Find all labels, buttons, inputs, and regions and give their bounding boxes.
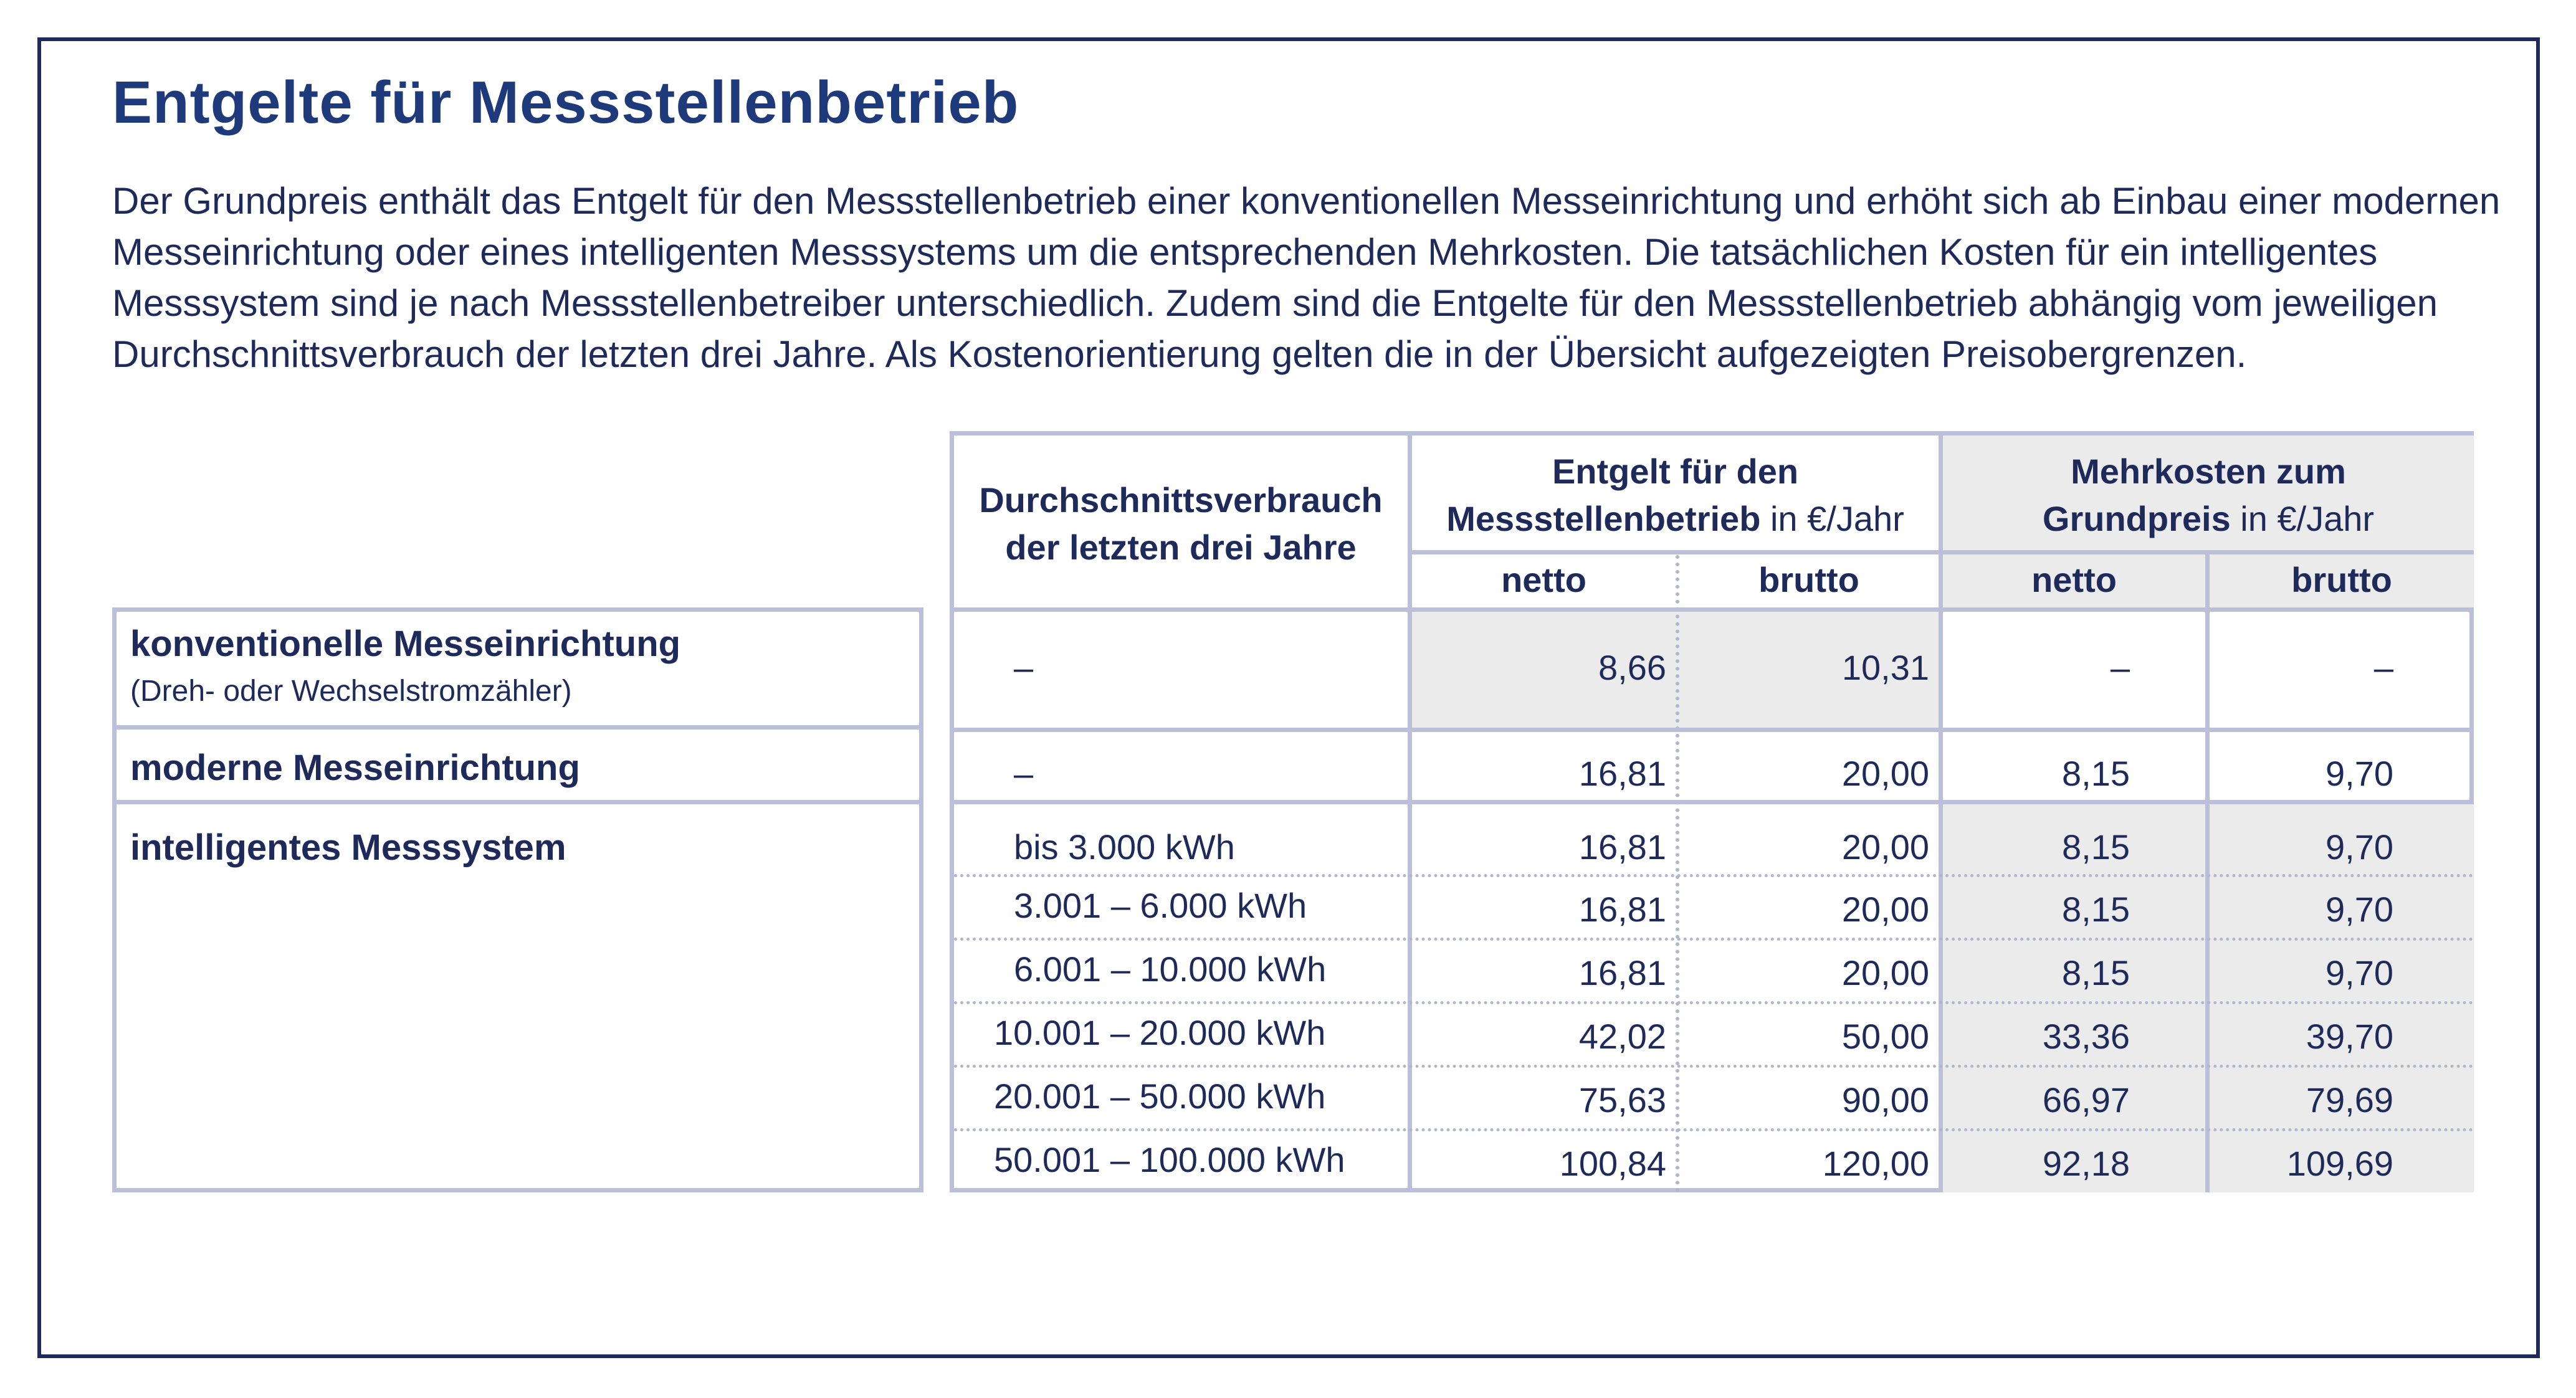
cell-mehr-brutto: 9,70 bbox=[2326, 890, 2393, 929]
cell-entgelt-brutto: 20,00 bbox=[1841, 953, 1929, 992]
header-entgelt: Entgelt für den Messstellenbetrieb in €/Jahr bbox=[1446, 452, 1904, 538]
group-konventionell bbox=[112, 607, 923, 730]
page-title: Entgelte für Messstellenbetrieb bbox=[112, 69, 1019, 136]
cell-verbrauch: 6.001 – 10.000 kWh bbox=[1014, 949, 1327, 989]
cell-mehr-netto: – bbox=[2110, 648, 2130, 687]
cell-entgelt-brutto: 20,00 bbox=[1841, 827, 1929, 867]
cell-mehr-netto: 8,15 bbox=[2062, 827, 2130, 867]
group-intelligent bbox=[112, 800, 923, 1192]
cell-mehr-netto: 8,15 bbox=[2062, 754, 2130, 793]
header-entgelt-brutto: brutto bbox=[1758, 560, 1859, 599]
group-subtitle: (Dreh- oder Wechselstromzähler) bbox=[130, 675, 572, 708]
header-mehrkosten: Mehrkosten zum Grundpreis in €/Jahr bbox=[2042, 452, 2375, 538]
price-table bbox=[950, 431, 2474, 1192]
cell-entgelt-brutto: 50,00 bbox=[1841, 1017, 1929, 1056]
cell-entgelt-brutto: 90,00 bbox=[1841, 1080, 1929, 1120]
cell-entgelt-netto: 16,81 bbox=[1578, 953, 1666, 992]
group-title: konventionelle Messeinrichtung bbox=[130, 624, 681, 664]
cell-verbrauch: 3.001 – 6.000 kWh bbox=[1014, 886, 1307, 925]
cell-verbrauch: – bbox=[1014, 648, 1034, 687]
cell-mehr-brutto: 79,69 bbox=[2306, 1080, 2393, 1120]
cell-entgelt-netto: 42,02 bbox=[1578, 1017, 1666, 1056]
cell-mehr-brutto: 39,70 bbox=[2306, 1017, 2393, 1056]
header-verbrauch: Durchschnittsverbrauch der letzten drei Jahre bbox=[979, 480, 1383, 567]
cell-mehr-brutto: – bbox=[2373, 648, 2393, 687]
group-modern bbox=[112, 725, 923, 804]
cell-entgelt-netto: 75,63 bbox=[1578, 1080, 1666, 1120]
cell-mehr-netto: 92,18 bbox=[2042, 1144, 2130, 1183]
cell-entgelt-brutto: 20,00 bbox=[1841, 890, 1929, 929]
group-title: intelligentes Messsystem bbox=[130, 827, 566, 868]
cell-mehr-brutto: 109,69 bbox=[2286, 1144, 2393, 1183]
header-mehr-brutto: brutto bbox=[2291, 560, 2392, 599]
cell-mehr-netto: 33,36 bbox=[2042, 1017, 2130, 1056]
cell-mehr-netto: 66,97 bbox=[2042, 1080, 2130, 1120]
cell-verbrauch: 20.001 – 50.000 kWh bbox=[994, 1077, 1326, 1116]
cell-entgelt-brutto: 20,00 bbox=[1841, 754, 1929, 793]
cell-mehr-netto: 8,15 bbox=[2062, 890, 2130, 929]
header-mehr-netto: netto bbox=[2031, 560, 2117, 599]
cell-mehr-netto: 8,15 bbox=[2062, 953, 2130, 992]
cell-entgelt-netto: 8,66 bbox=[1598, 648, 1666, 687]
cell-verbrauch: – bbox=[1014, 754, 1034, 793]
cell-entgelt-netto: 100,84 bbox=[1559, 1144, 1666, 1183]
cell-entgelt-brutto: 10,31 bbox=[1841, 648, 1929, 687]
cell-entgelt-netto: 16,81 bbox=[1578, 754, 1666, 793]
cell-entgelt-netto: 16,81 bbox=[1578, 890, 1666, 929]
cell-mehr-brutto: 9,70 bbox=[2326, 953, 2393, 992]
group-title: moderne Messeinrichtung bbox=[130, 748, 580, 788]
cell-entgelt-brutto: 120,00 bbox=[1822, 1144, 1929, 1183]
cell-entgelt-netto: 16,81 bbox=[1578, 827, 1666, 867]
cell-mehr-brutto: 9,70 bbox=[2326, 827, 2393, 867]
intro-paragraph: Der Grundpreis enthält das Entgelt für den Messstellenbetrieb einer konventionellen Messeinrichtung und erhöht sich ab Einbau einer modernen Messeinrichtung oder eines intelligenten Messsystems um die entsprechenden Mehrkosten. Die tatsächlichen Kosten für ein intelligentes Messsystem sind je nach Messstellenbetreiber unterschiedlich. Zudem sind die Entgelte für den Messstellenbetrieb abhängig vom jeweiligen Durchschnittsverbrauch der letzten drei Jahre. Als Kostenorientierung gelten die in der Übersicht aufgezeigten Preisobergrenzen. bbox=[112, 180, 2501, 375]
cell-mehr-brutto: 9,70 bbox=[2326, 754, 2393, 793]
cell-verbrauch: 50.001 – 100.000 kWh bbox=[994, 1140, 1345, 1179]
header-entgelt-netto: netto bbox=[1501, 560, 1586, 599]
cell-verbrauch: bis 3.000 kWh bbox=[1014, 827, 1235, 867]
cell-verbrauch: 10.001 – 20.000 kWh bbox=[994, 1013, 1326, 1052]
